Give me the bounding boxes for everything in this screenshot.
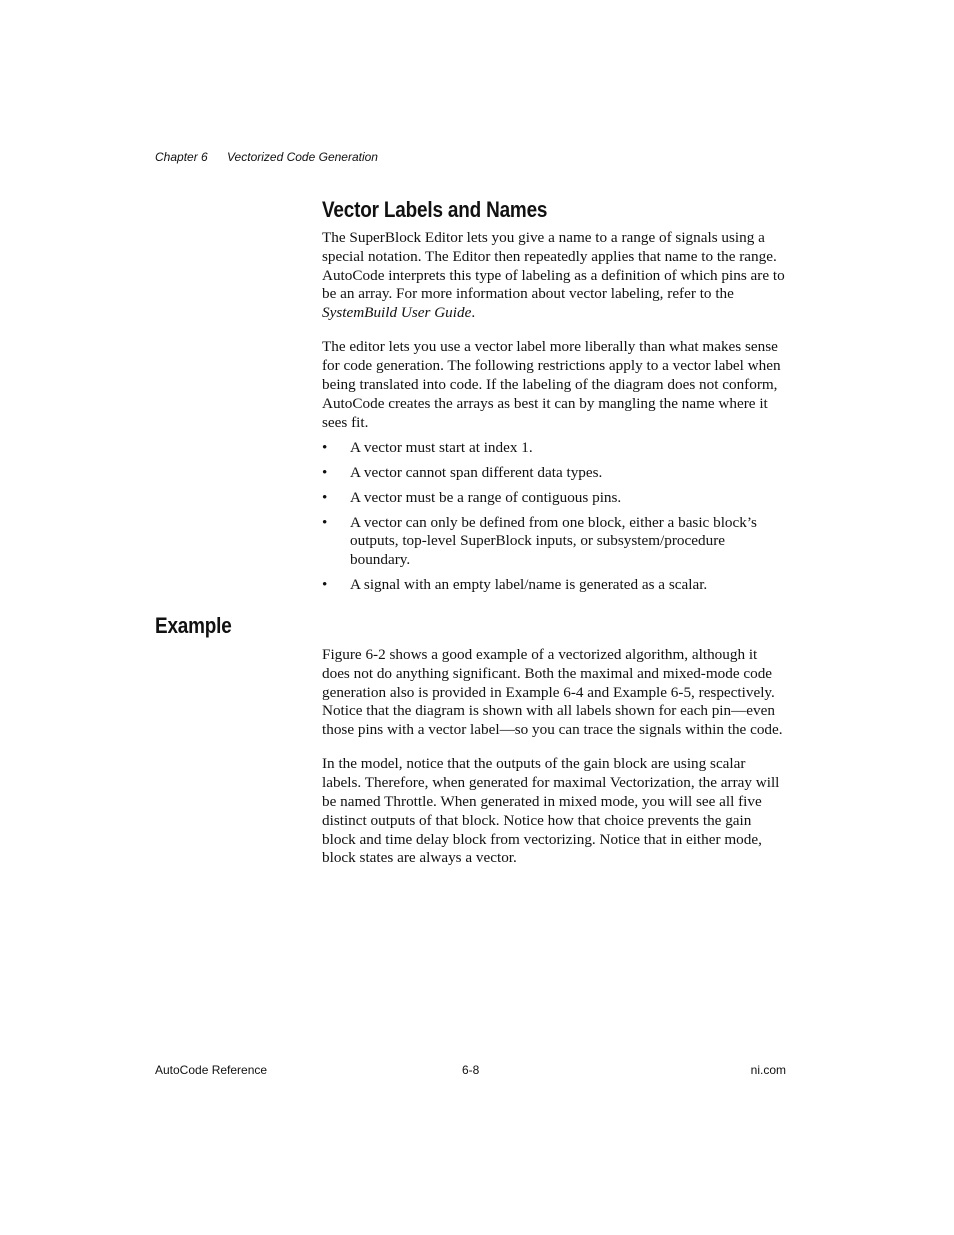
bullet-icon: • [322, 513, 328, 531]
list-item-text: A vector cannot span different data types. [350, 463, 603, 481]
running-header [155, 150, 378, 164]
paragraph-vector-labels-intro [322, 229, 788, 323]
list-item [322, 489, 788, 508]
section-heading-vector-labels: Vector Labels and Names [322, 197, 548, 222]
restrictions-list [322, 439, 788, 595]
section-vector-labels-heading-wrap [322, 197, 584, 223]
bullet-icon: • [322, 576, 328, 594]
footer-website: ni.com [750, 1063, 786, 1077]
footer-page-number: 6-8 [462, 1063, 480, 1077]
paragraph-example-model: In the model, notice that the outputs of the gain block are using scalar labels. Therefore, when generated for maximal Vectorization, the array will be named Throttle. When generated in mixed mode, you will see all five distinct outputs of that block. Notice how that choice prevents the gain block and time delay block from vectorizing. Notice that in either mode, block states are always a vector. [322, 755, 780, 867]
chapter-title: Vectorized Code Generation [227, 150, 378, 164]
guide-reference: SystemBuild User Guide [322, 304, 472, 322]
list-item-text: A vector can only be defined from one block, either a basic block’s outputs, top-level SuperBlock inputs, or subsystem/procedure boundary. [350, 513, 757, 569]
section-heading-example: Example [155, 613, 232, 638]
footer-book-title: AutoCode Reference [155, 1063, 268, 1077]
paragraph-end: . [471, 304, 476, 322]
section-example-body [322, 646, 788, 868]
list-item [322, 576, 788, 595]
list-item-text: A signal with an empty label/name is generated as a scalar. [350, 576, 708, 594]
bullet-icon: • [322, 463, 328, 481]
paragraph-example-intro: Figure 6-2 shows a good example of a vectorized algorithm, although it does not do anything significant. Both the maximal and mixed-mode code generation also is provided in Example 6-4 and Example 6-5, respectively. Notice that the diagram is shown with all labels shown for each pin—even those pins with a vector label—so you can trace the signals within the code. [322, 646, 783, 739]
list-item-text: A vector must start at index 1. [350, 438, 533, 456]
list-item [322, 439, 788, 458]
bullet-icon: • [322, 488, 328, 506]
chapter-number: Chapter 6 [155, 150, 208, 164]
list-item [322, 464, 788, 483]
list-item-text: A vector must be a range of contiguous pins. [350, 488, 622, 506]
paragraph-text: The SuperBlock Editor lets you give a name to a range of signals using a special notation. The Editor then repeatedly applies that name to the range. AutoCode interprets this type of labeling as a definition of which pins are to be an array. For more information about vector labeling, refer to the [322, 229, 785, 303]
paragraph-restrictions: The editor lets you use a vector label more liberally than what makes sense for code generation. The following restrictions apply to a vector label when being translated into code. If the labeling of the diagram does not conform, AutoCode creates the arrays as best it can by mangling the name where it sees fit. [322, 338, 781, 431]
bullet-icon: • [322, 438, 328, 456]
section-vector-labels-body [322, 229, 788, 595]
section-example-heading-wrap [155, 613, 244, 639]
list-item [322, 514, 788, 570]
